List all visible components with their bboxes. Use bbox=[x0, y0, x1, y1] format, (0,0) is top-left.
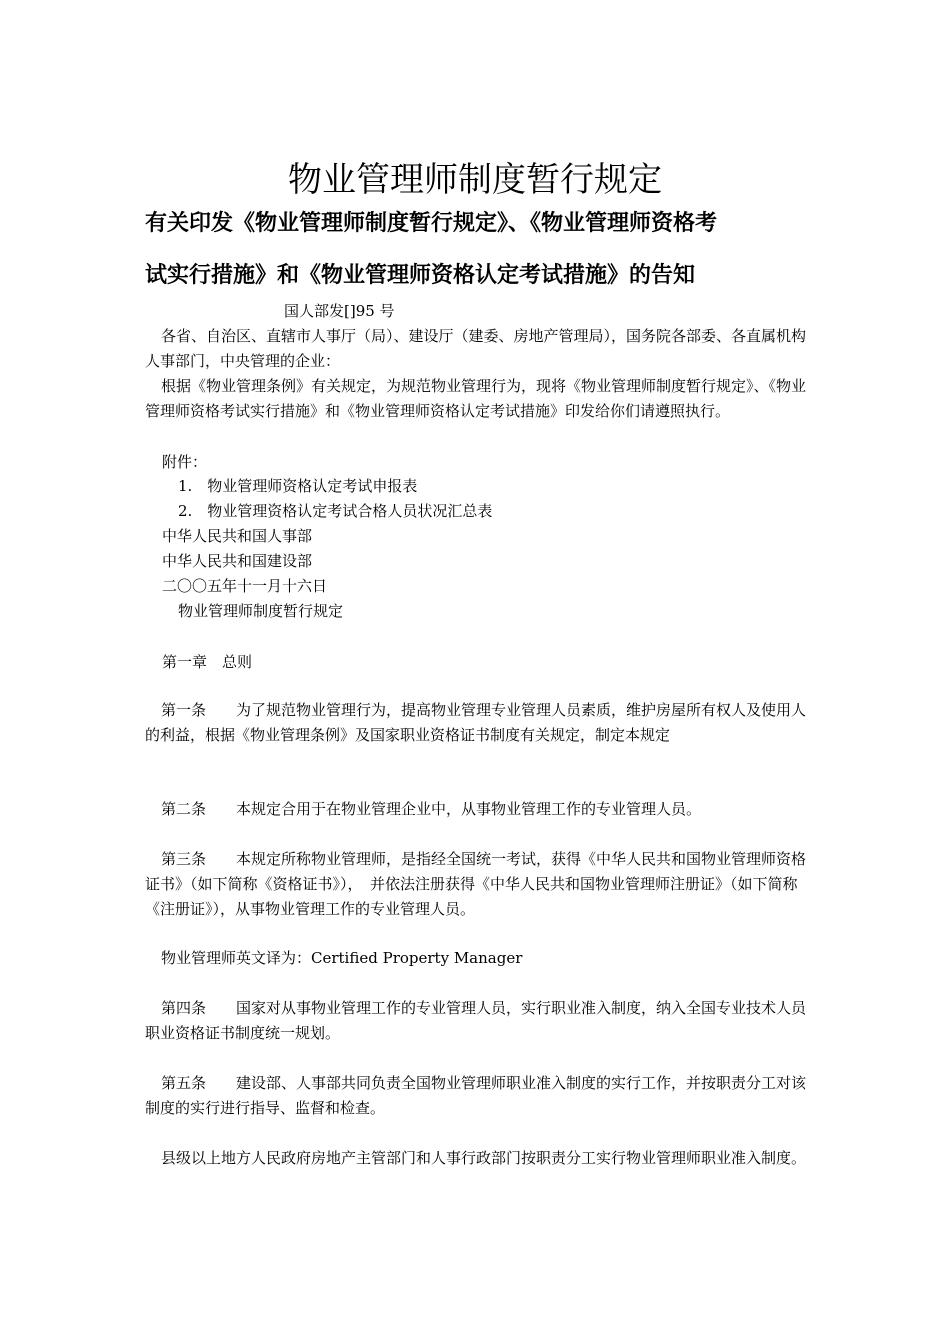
article-4: 第四条 国家对从事物业管理工作的专业管理人员，实行职业准入制度，纳入全国专业技术人员职业资格证书制度统一规划。 bbox=[145, 999, 807, 1042]
english-name-paragraph: 物业管理师英文译为：Certified Property Manager bbox=[161, 949, 523, 967]
article-1: 第一条 为了规范物业管理行为，提高物业管理专业管理人员素质，维护房屋所有权人及使用人的利益，根据《物业管理条例》及国家职业资格证书制度有关规定，制定本规定 bbox=[145, 701, 807, 744]
attachment-item-2: 2. 物业管理资格认定考试合格人员状况汇总表 bbox=[178, 502, 493, 520]
issuer-ministry-of-personnel: 中华人民共和国人事部 bbox=[162, 527, 313, 545]
chapter-1-heading: 第一章 总则 bbox=[162, 653, 253, 671]
notice-title-line-1: 有关印发《物业管理师制度暂行规定》、《物业管理师资格考 bbox=[145, 210, 718, 236]
article-5: 第五条 建设部、人事部共同负责全国物业管理师职业准入制度的实行工作，并按职责分工对该制度的实行进行指导、监督和检查。 bbox=[145, 1074, 807, 1117]
intro-paragraph: 根据《物业管理条例》有关规定，为规范物业管理行为，现将《物业管理师制度暂行规定》、《物业管理师资格考试实行措施》和《物业管理师资格认定考试措施》印发给你们请遵照执行。 bbox=[145, 377, 807, 420]
recipients-paragraph: 各省、自治区、直辖市人事厅（局）、建设厅（建委、房地产管理局），国务院各部委、各直属机构人事部门，中央管理的企业： bbox=[145, 327, 807, 370]
attachment-item-1: 1. 物业管理师资格认定考试申报表 bbox=[178, 477, 418, 495]
regulation-title: 物业管理师制度暂行规定 bbox=[178, 602, 344, 620]
article-2: 第二条 本规定合用于在物业管理企业中，从事物业管理工作的专业管理人员。 bbox=[161, 800, 702, 818]
article-3: 第三条 本规定所称物业管理师，是指经全国统一考试，获得《中华人民共和国物业管理师资格证书》（如下简称《资格证书》）， 并依法注册获得《中华人民共和国物业管理师注册证》（如下简称《注册证》），从事物业管理工作的专业管理人员。 bbox=[145, 850, 807, 918]
issue-date: 二〇〇五年十一月十六日 bbox=[162, 577, 328, 595]
notice-title-line-2: 试实行措施》和《物业管理师资格认定考试措施》的告知 bbox=[145, 262, 696, 288]
attachments-label: 附件： bbox=[162, 453, 208, 471]
document-title: 物业管理师制度暂行规定 bbox=[288, 160, 662, 200]
document-number: 国人部发[]95 号 bbox=[284, 302, 395, 320]
article-5-paragraph-2: 县级以上地方人民政府房地产主管部门和人事行政部门按职责分工实行物业管理师职业准入制度。 bbox=[161, 1149, 807, 1167]
issuer-ministry-of-construction: 中华人民共和国建设部 bbox=[162, 552, 313, 570]
